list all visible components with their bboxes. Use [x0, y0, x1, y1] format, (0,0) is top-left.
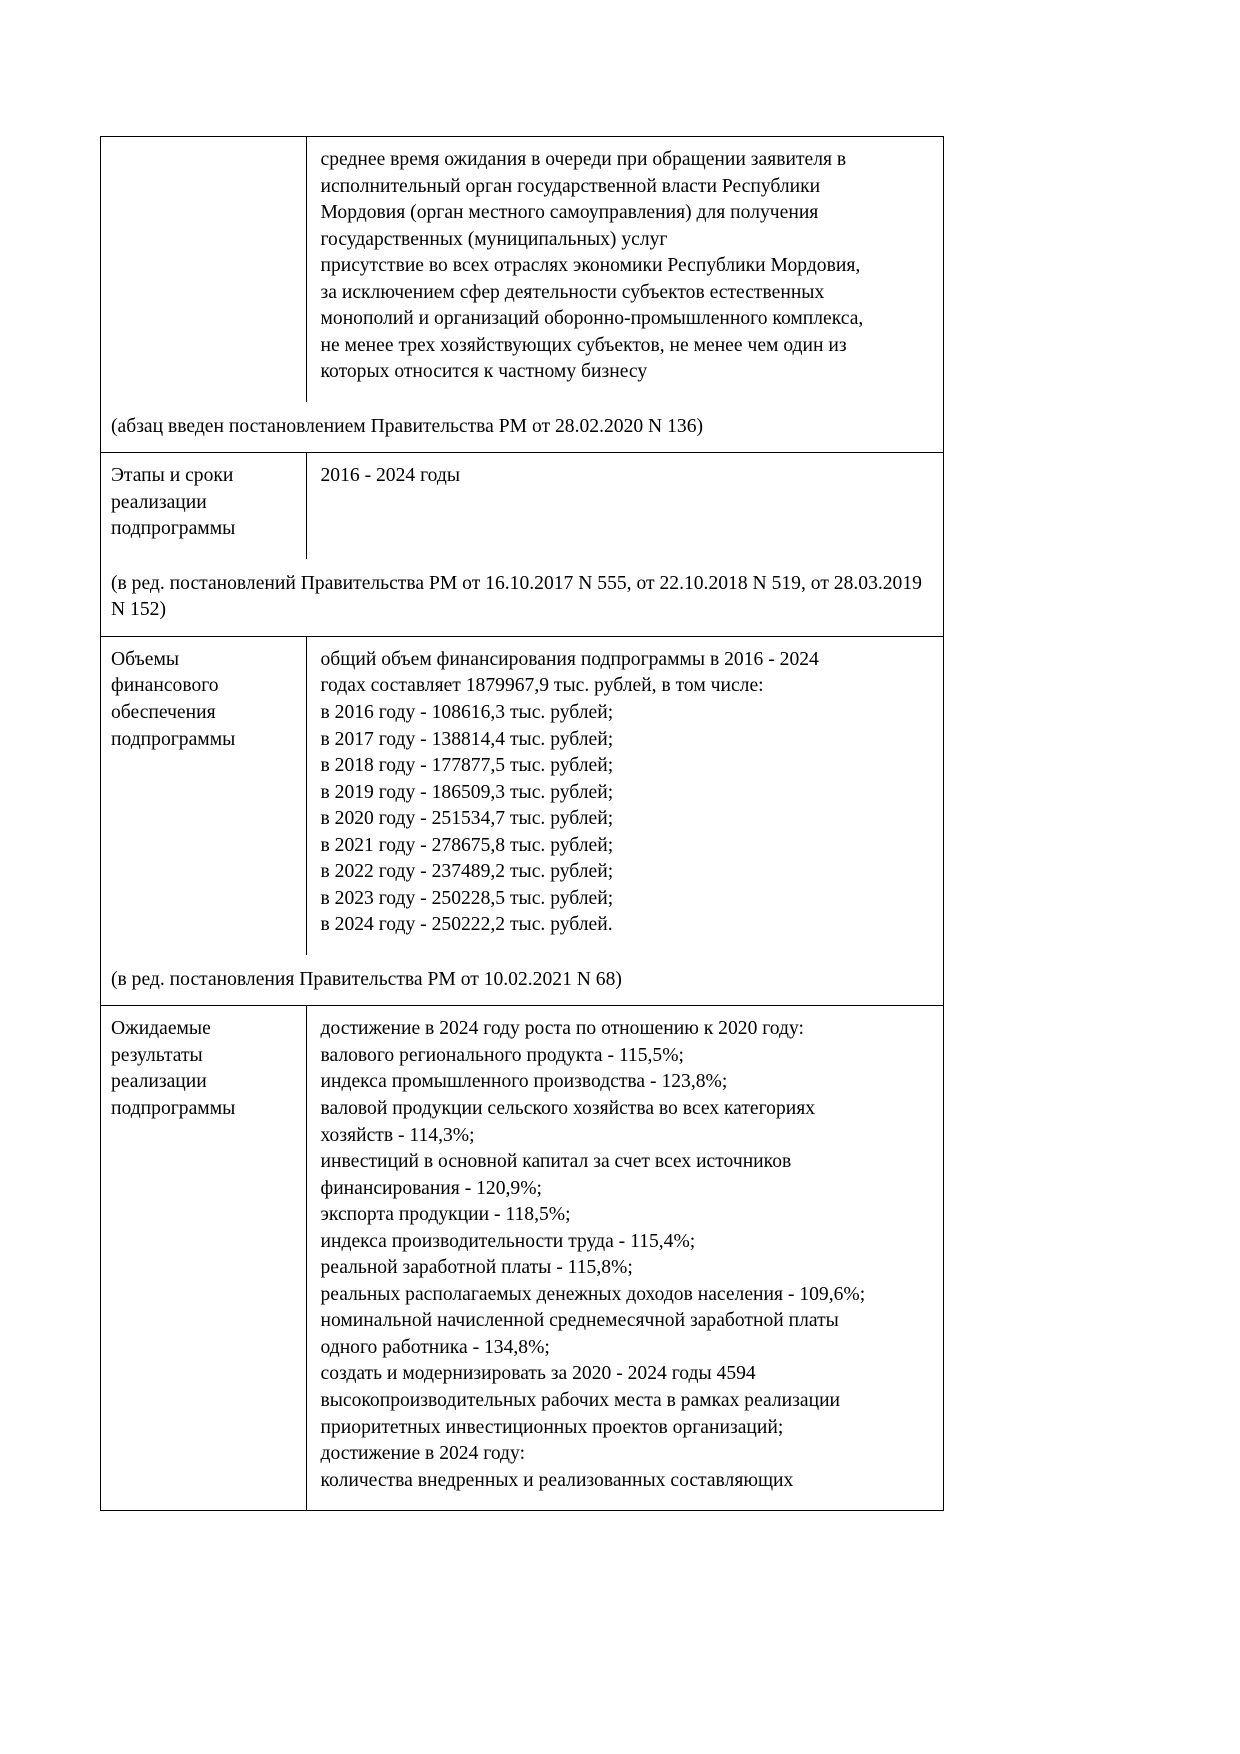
value-line: которых относится к частному бизнесу	[320, 361, 648, 383]
row-label-line: финансового	[111, 675, 219, 697]
table-row	[101, 137, 944, 453]
row-expected-results	[101, 1006, 944, 1511]
row-label-line: реализации	[111, 491, 207, 513]
value-line: в 2023 году - 250228,5 тыс. рублей;	[320, 887, 614, 909]
row-financial-provision	[101, 636, 944, 1005]
row-split	[101, 137, 943, 402]
row-stages-and-terms	[101, 453, 944, 637]
row-split	[101, 637, 943, 955]
row-label-line: подпрограммы	[111, 518, 236, 540]
value-line: исполнительный орган государственной власти Республики	[320, 175, 821, 197]
value-line: реальной заработной платы - 115,8%;	[320, 1257, 633, 1279]
row-label-line: Объемы	[111, 648, 180, 670]
value-line: в 2019 году - 186509,3 тыс. рублей;	[320, 781, 614, 803]
value-line: приоритетных инвестиционных проектов организаций;	[320, 1416, 784, 1438]
row-value-cell	[306, 637, 943, 955]
value-line: валового регионального продукта - 115,5%;	[320, 1044, 684, 1066]
value-line: в 2022 году - 237489,2 тыс. рублей;	[320, 861, 614, 883]
value-line: валовой продукции сельского хозяйства во всех категориях	[320, 1097, 816, 1119]
table-row	[101, 453, 944, 637]
value-line: высокопроизводительных рабочих места в рамках реализации	[320, 1389, 841, 1411]
value-line: индекса производительности труда - 115,4%;	[320, 1230, 696, 1252]
row-value-cell	[306, 453, 943, 559]
row-label-line: Этапы и сроки	[111, 465, 234, 487]
value-line: годах составляет 1879967,9 тыс. рублей, в том числе:	[320, 675, 764, 697]
row-label-line: подпрограммы	[111, 1097, 236, 1119]
value-line: в 2016 году - 108616,3 тыс. рублей;	[320, 701, 614, 723]
row-value-cell	[306, 1006, 943, 1510]
row-label-cell	[101, 637, 306, 955]
table-row	[101, 636, 944, 1005]
value-line: в 2017 году - 138814,4 тыс. рублей;	[320, 728, 614, 750]
table-row	[101, 1006, 944, 1511]
value-line: за исключением сфер деятельности субъектов естественных	[320, 281, 825, 303]
value-line: в 2018 году - 177877,5 тыс. рублей;	[320, 755, 614, 777]
value-spacer	[321, 490, 932, 516]
value-line: создать и модернизировать за 2020 - 2024 годы 4594	[320, 1363, 756, 1385]
value-line: номинальной начисленной среднемесячной заработной платы	[320, 1310, 839, 1332]
row-label-cell	[101, 453, 306, 559]
row-label-line: реализации	[111, 1071, 207, 1093]
value-line: монополий и организаций оборонно-промышленного комплекса,	[320, 308, 864, 330]
row-label-cell	[101, 137, 306, 402]
value-line: инвестиций в основной капитал за счет всех источников	[320, 1151, 792, 1173]
row-label-line: результаты	[111, 1044, 203, 1066]
value-line: в 2024 году - 250222,2 тыс. рублей.	[320, 914, 613, 936]
value-line: в 2021 году - 278675,8 тыс. рублей;	[320, 834, 614, 856]
value-line: индекса промышленного производства - 123,8%;	[320, 1071, 728, 1093]
row-label-line: обеспечения	[111, 701, 216, 723]
value-line: достижение в 2024 году роста по отношению к 2020 году:	[320, 1018, 804, 1040]
value-line: 2016 - 2024 годы	[320, 465, 461, 487]
row-split	[101, 453, 943, 559]
value-line: среднее время ожидания в очереди при обращении заявителя в	[320, 149, 847, 170]
value-line: в 2020 году - 251534,7 тыс. рублей;	[320, 808, 614, 830]
row-label-cell	[101, 1006, 306, 1510]
value-line: присутствие во всех отраслях экономики Республики Мордовия,	[320, 255, 861, 277]
value-line: одного работника - 134,8%;	[320, 1336, 550, 1358]
value-line: экспорта продукции - 118,5%;	[320, 1204, 571, 1226]
row-split	[101, 1006, 943, 1510]
value-line: не менее трех хозяйствующих субъектов, не менее чем один из	[320, 334, 847, 356]
row-value-cell	[306, 137, 943, 402]
value-line: общий объем финансирования подпрограммы в 2016 - 2024	[320, 648, 819, 670]
amendment-note: (в ред. постановления Правительства РМ от 10.02.2021 N 68)	[111, 968, 622, 990]
value-line: хозяйств - 114,3%;	[320, 1124, 475, 1146]
value-line: Мордовия (орган местного самоуправления) для получения	[320, 202, 819, 224]
value-line: финансирования - 120,9%;	[320, 1177, 542, 1199]
value-line: государственных (муниципальных) услуг	[320, 228, 668, 250]
row-label-line: Ожидаемые	[111, 1018, 211, 1040]
value-line: реальных располагаемых денежных доходов населения - 109,6%;	[320, 1283, 866, 1305]
value-line: достижение в 2024 году:	[320, 1443, 526, 1465]
amendment-note: (абзац введен постановлением Правительства РМ от 28.02.2020 N 136)	[111, 415, 704, 437]
program-passport-table	[100, 136, 944, 1511]
amendment-note: (в ред. постановлений Правительства РМ от 16.10.2017 N 555, от 22.10.2018 N 519, от 28.03.2019 N 152)	[111, 573, 922, 621]
row-label-line: подпрограммы	[111, 728, 236, 750]
row-indicators-continued	[101, 137, 944, 453]
value-line: количества внедренных и реализованных составляющих	[320, 1469, 794, 1491]
